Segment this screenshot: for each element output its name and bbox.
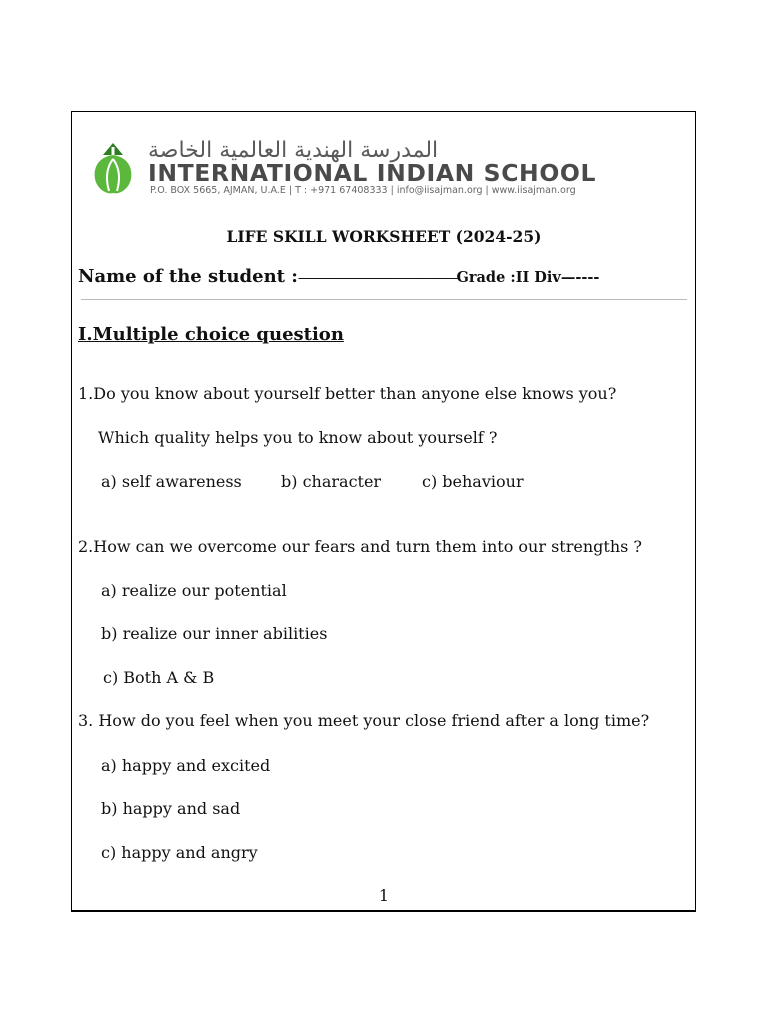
student-name-line bbox=[78, 266, 599, 287]
question-1-text: 1.Do you know about yourself better than anyone else knows you? bbox=[78, 384, 617, 403]
worksheet-title: LIFE SKILL WORKSHEET (2024-25) bbox=[226, 227, 542, 246]
question-2-option-a: a) realize our potential bbox=[101, 581, 287, 600]
question-1-option-a: a) self awareness bbox=[101, 472, 242, 491]
question-2-option-b: b) realize our inner abilities bbox=[101, 624, 328, 643]
name-label: Name of the student : bbox=[78, 266, 298, 287]
question-1-option-b: b) character bbox=[281, 472, 382, 491]
question-2-text: 2.How can we overcome our fears and turn them into our strengths ? bbox=[78, 537, 642, 556]
school-logo-icon bbox=[93, 143, 133, 195]
question-1-subtext: Which quality helps you to know about yourself ? bbox=[98, 428, 498, 447]
question-3-option-a: a) happy and excited bbox=[101, 756, 271, 775]
page-number: 1 bbox=[378, 886, 390, 905]
section-heading: I.Multiple choice question bbox=[78, 324, 344, 345]
school-name: INTERNATIONAL INDIAN SCHOOL bbox=[148, 159, 597, 187]
question-1-option-c: c) behaviour bbox=[422, 472, 524, 491]
header-divider bbox=[81, 299, 687, 300]
name-blank: ----------------------------------------------------- bbox=[297, 271, 457, 286]
school-address: P.O. BOX 5665, AJMAN, U.A.E | T : +971 67408333 | info@iisajman.org | www.iisajman.org bbox=[150, 185, 576, 196]
grade-label: Grade :II Div—---- bbox=[456, 269, 600, 286]
question-3-option-b: b) happy and sad bbox=[101, 799, 241, 818]
question-3-text: 3. How do you feel when you meet your close friend after a long time? bbox=[78, 711, 650, 730]
school-name-arabic: المدرسة الهندية العالمية الخاصة bbox=[148, 138, 439, 163]
question-2-option-c: c) Both A & B bbox=[103, 668, 215, 687]
question-3-option-c: c) happy and angry bbox=[101, 843, 258, 862]
